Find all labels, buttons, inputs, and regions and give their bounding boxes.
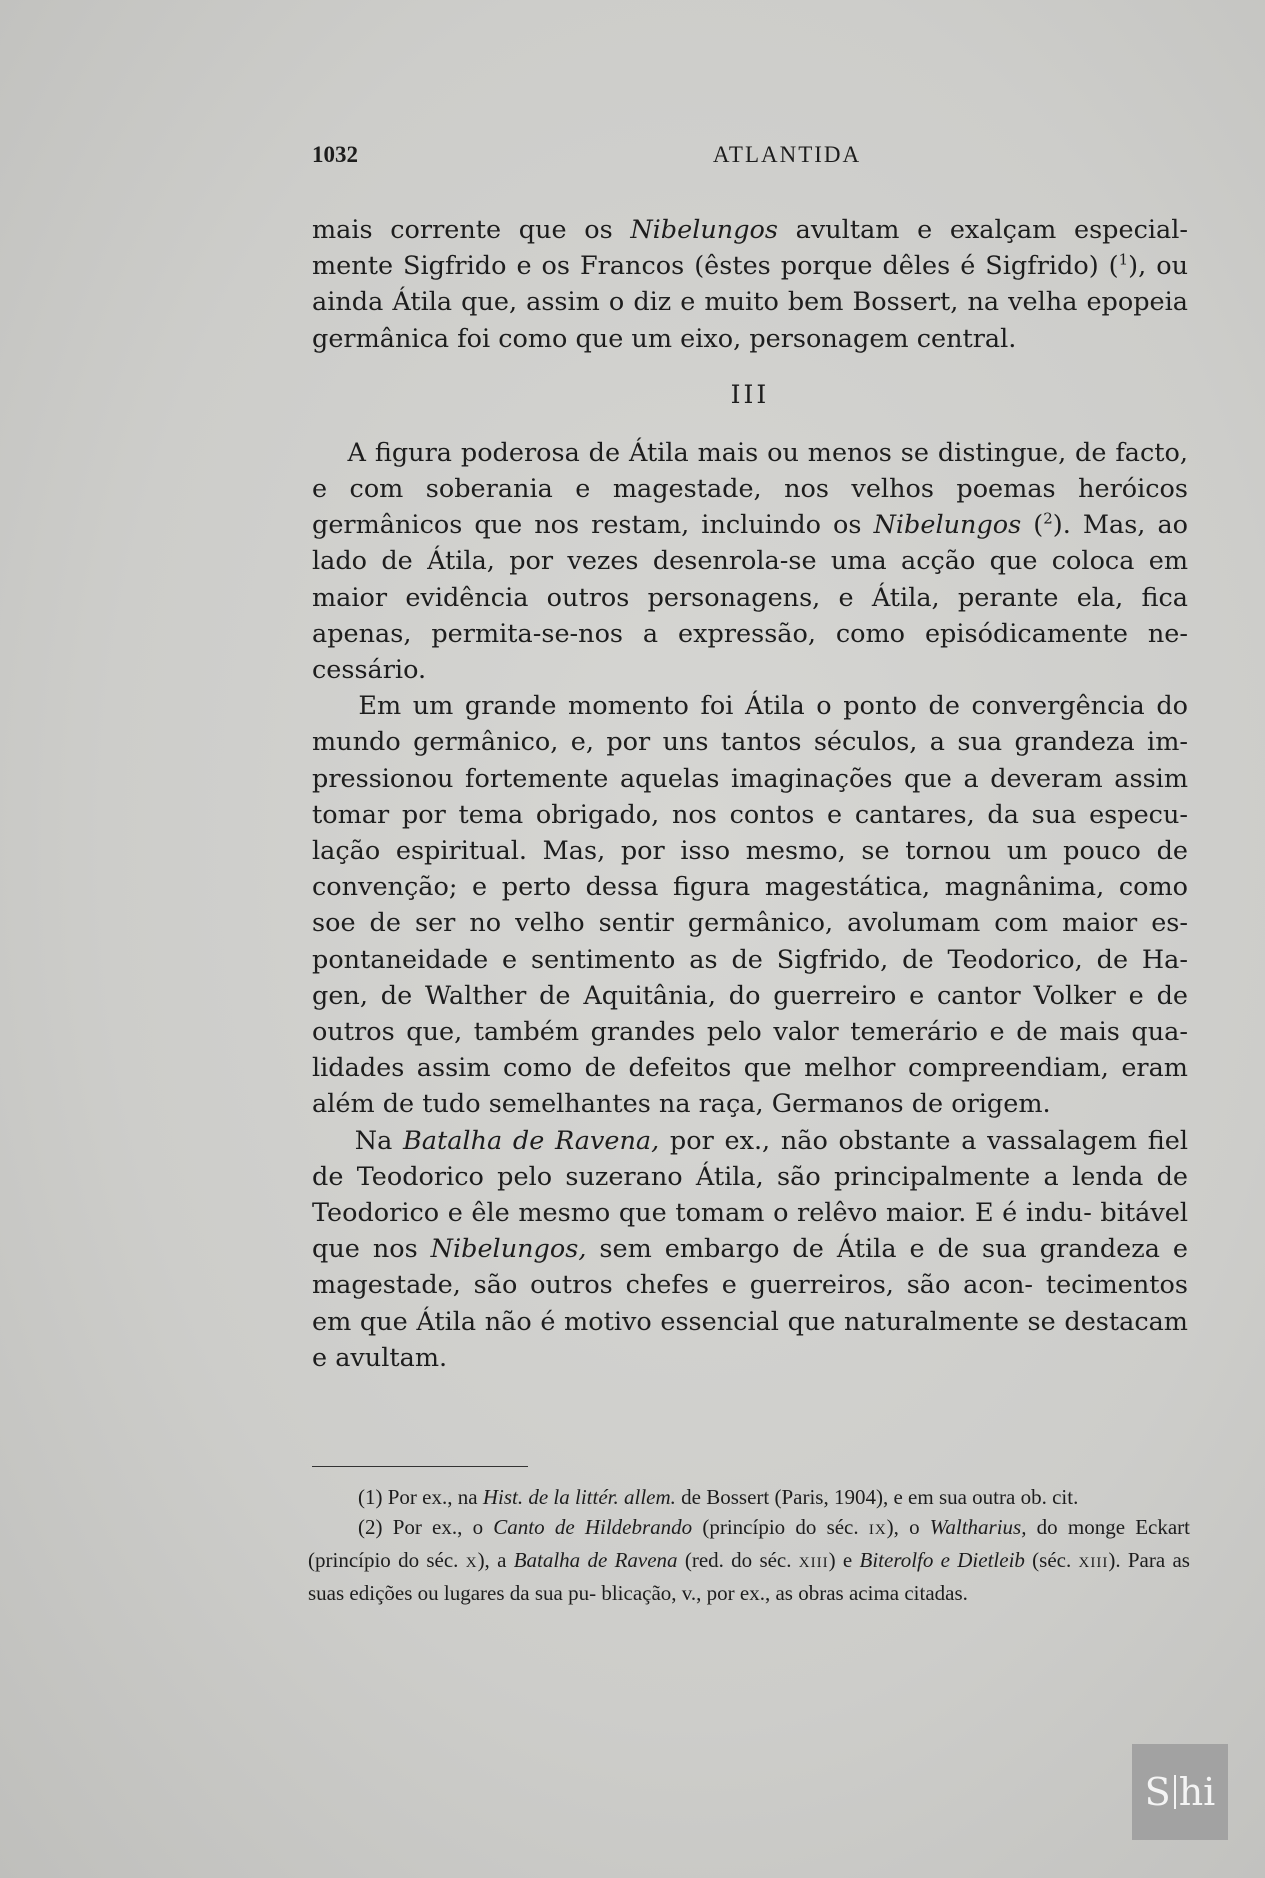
italic-title: Waltharius, <box>929 1515 1027 1539</box>
body-text <box>312 212 1188 1376</box>
footnote-divider <box>312 1466 528 1467</box>
text-span: mais corrente que os <box>312 215 631 245</box>
roman-numeral: XIII <box>798 1555 829 1571</box>
italic-title: Nibelungos, <box>430 1234 587 1265</box>
roman-numeral: X <box>465 1555 478 1571</box>
text-span: Por ex., na <box>382 1485 483 1509</box>
logo-text: hi <box>1178 1770 1216 1814</box>
text-span: Em um grande momento foi Átila o ponto de convergência do mundo germânico, e, por uns tantos séculos, a sua grandeza im- pressionou fortemente aquelas imaginações que a deveram assim tomar por tema obrigado, nos contos e cantares, da sua especu- lação espiritual. Mas, por isso mesmo, se tornou um pouco de convenção; e perto dessa figura magestática, magnânima, como soe de ser no velho sentir germânico, avolumam com maior es- pontaneidade e sentimento as de Sigfrido, de Teodorico, de Ha- gen, de Walther de Aquitânia, do guerreiro e cantor Volker e de outros que, também grandes pelo valor temerário e de mais qua- lidades assim como de defeitos que melhor compreendiam, eram além de tudo semelhantes na raça, Germanos de origem. <box>312 691 1188 1120</box>
logo-divider <box>1174 1775 1176 1809</box>
italic-title: Hist. de la littér. allem. <box>482 1485 676 1509</box>
italic-title: Canto de Hildebrando <box>493 1515 693 1539</box>
text-span: ), o <box>886 1515 930 1539</box>
text-span: (princípio do séc. <box>692 1515 869 1539</box>
paragraph-4 <box>312 1123 1188 1376</box>
footnote-ref-1: 1 <box>1118 250 1129 269</box>
text-span: ) e <box>828 1548 860 1572</box>
footnotes <box>308 1482 1190 1608</box>
roman-numeral: IX <box>868 1522 887 1538</box>
footnote-1 <box>308 1482 1190 1512</box>
italic-title: Nibelungos <box>630 215 778 245</box>
text-span: Na <box>354 1125 404 1156</box>
text-span: do monge Eckart (princípio do séc. <box>308 1515 1191 1572</box>
text-span: (red. do séc. <box>677 1548 799 1572</box>
italic-title: Batalha de Ravena, <box>403 1125 660 1156</box>
paragraph-2 <box>312 435 1188 688</box>
page-number: 1032 <box>312 142 358 167</box>
library-logo-watermark <box>1132 1744 1228 1840</box>
text-span: sem embargo de Átila e de sua grandeza e magestade, são outros chefes e guerreiros, são acon- tecimentos em que Átila não é motivo essencial que naturalmente se destacam e avultam. <box>312 1234 1188 1373</box>
text-span: de Bossert (Paris, 1904), e em sua outra ob. cit. <box>675 1485 1079 1509</box>
text-span: (séc. <box>1024 1548 1079 1572</box>
text-span: ), ou ainda Átila que, assim o diz e muito bem Bossert, na velha epopeia germânica foi como que um eixo, personagem central. <box>312 251 1189 354</box>
paragraph-1 <box>312 212 1188 357</box>
section-heading: III <box>730 379 770 409</box>
page-header <box>312 142 1192 182</box>
logo-text: S <box>1144 1770 1171 1814</box>
italic-title: Biterolfo e Dietleib <box>859 1548 1025 1572</box>
text-span: A figura poderosa de Átila mais ou menos se distingue, de facto, e com soberania e magestade, nos velhos poemas heróicos germânicos que nos restam, incluindo os <box>312 437 1188 541</box>
roman-numeral: XIII <box>1078 1555 1109 1571</box>
paragraph-3 <box>312 688 1188 1122</box>
running-title: ATLANTIDA <box>712 142 862 167</box>
italic-title: Batalha de Ravena <box>513 1548 678 1572</box>
footnote-mark: (2) <box>358 1515 383 1539</box>
footnote-ref-2: 2 <box>1043 509 1053 528</box>
text-span: Por ex., o <box>382 1515 494 1539</box>
italic-title: Nibelungos <box>873 510 1022 541</box>
text-span: ). Mas, ao lado de Átila, por vezes desenrola-se uma acção que coloca em maior evidência outros personagens, e Átila, perante ela, fica apenas, permita-se-nos a expressão, como episódicamente ne- cessário. <box>312 510 1189 686</box>
footnote-2 <box>308 1512 1190 1608</box>
text-span: por ex., não obstante a vassalagem fiel de Teodorico pelo suzerano Átila, são principalmente a lenda de Teodorico e êle mesmo que tomam o relêvo maior. E é indu- bitável que nos <box>312 1125 1188 1265</box>
footnote-mark: (1) <box>358 1485 383 1509</box>
text-span: avultam e exalçam especial- mente Sigfrido e os Francos (êstes porque dêles é Sigfrido) ( <box>312 215 1188 282</box>
text-span: ), a <box>477 1548 514 1572</box>
text-span: ( <box>1021 510 1044 541</box>
text-span: ). Para as suas edições ou lugares da sua pu- blicação, v., por ex., as obras acima citadas. <box>308 1548 1190 1605</box>
